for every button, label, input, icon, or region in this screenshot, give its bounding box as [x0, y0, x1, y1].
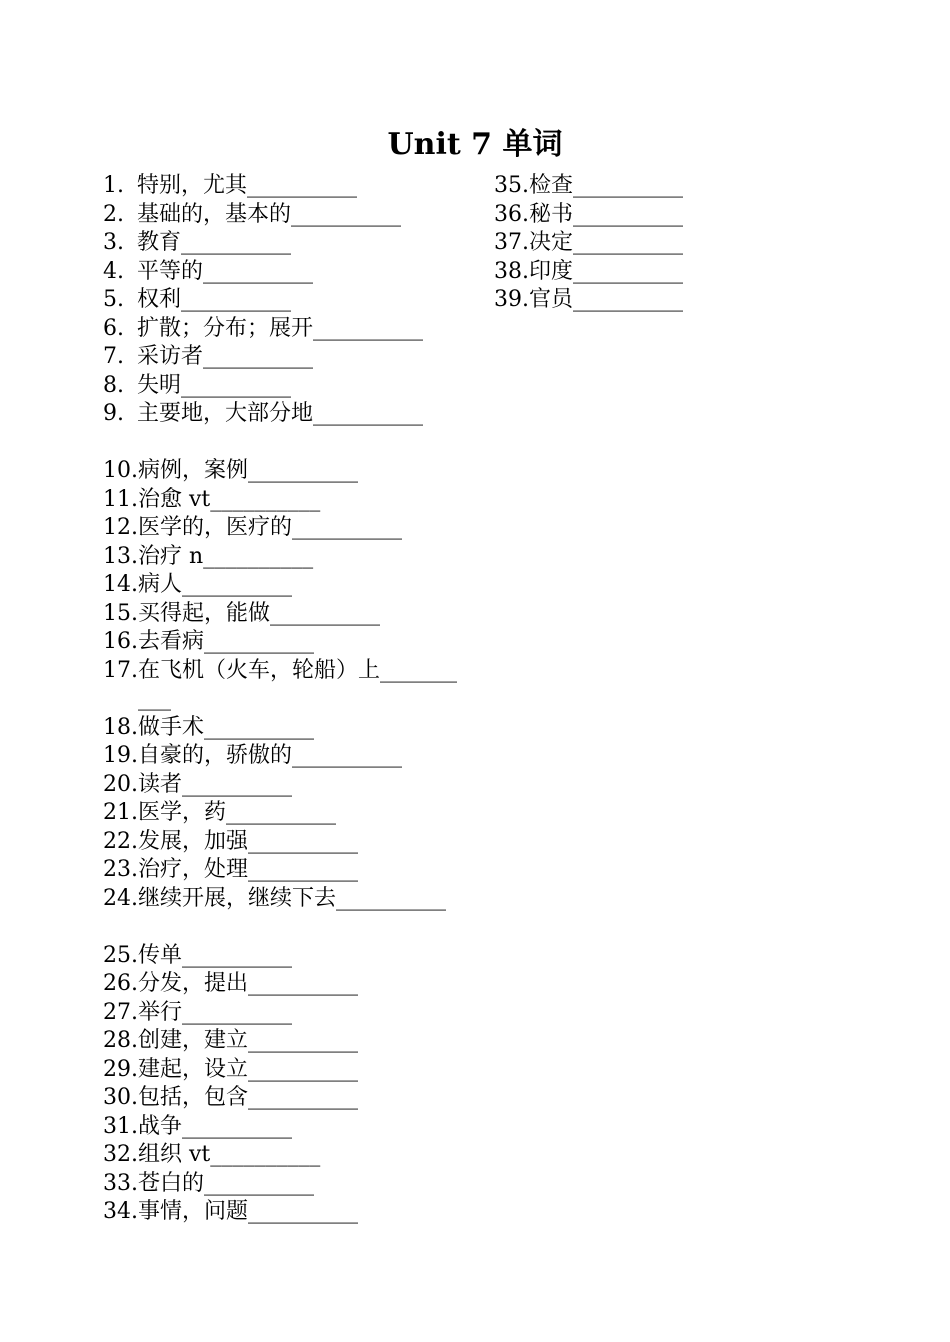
vocab-item	[103, 942, 458, 971]
item-label: 举行	[138, 999, 183, 1025]
item-number: 18.	[103, 714, 138, 740]
right-column	[494, 172, 794, 315]
vocab-item	[103, 1141, 458, 1170]
answer-blank[interactable]: __________	[182, 572, 293, 597]
item-label: 特别，尤其	[137, 173, 248, 198]
item-label: 印度	[529, 258, 574, 284]
answer-blank[interactable]: __________	[573, 287, 684, 312]
item-label: 创建，建立	[138, 1028, 249, 1053]
vocab-item	[103, 486, 458, 515]
item-number: 22.	[103, 828, 138, 854]
vocab-item	[103, 258, 458, 287]
answer-blank[interactable]: __________	[573, 230, 684, 255]
item-number: 20.	[103, 771, 138, 797]
answer-blank[interactable]: __________	[573, 201, 684, 227]
answer-blank[interactable]: __________	[182, 999, 293, 1025]
answer-blank[interactable]: __________	[181, 287, 292, 312]
item-text	[529, 172, 794, 201]
vocab-item	[103, 1198, 458, 1227]
item-number: 4.	[103, 258, 124, 284]
item-number: 31.	[103, 1113, 138, 1139]
answer-blank[interactable]: __________	[203, 543, 314, 569]
item-text	[137, 201, 458, 230]
item-label: 权利	[137, 287, 182, 312]
item-number: 16.	[103, 629, 138, 654]
item-text	[138, 1141, 458, 1170]
vocab-item	[103, 999, 458, 1028]
vocab-item	[494, 286, 794, 315]
answer-blank[interactable]: __________	[210, 1142, 321, 1167]
left-column	[103, 172, 458, 1227]
item-label: 发展，加强	[138, 828, 249, 854]
answer-blank[interactable]: __________	[313, 401, 424, 426]
item-label: 分发，提出	[138, 971, 249, 996]
item-text	[137, 400, 458, 457]
item-text	[138, 1084, 458, 1113]
answer-blank[interactable]: __________	[182, 1113, 293, 1139]
answer-blank[interactable]: __________	[203, 344, 314, 369]
item-text	[138, 942, 458, 971]
vocab-item	[103, 742, 458, 771]
item-number: 17.	[103, 657, 138, 683]
answer-blank[interactable]: __________	[182, 942, 293, 968]
item-number: 1.	[103, 173, 124, 198]
answer-blank[interactable]: __________	[313, 315, 424, 341]
item-text	[138, 970, 458, 999]
item-label: 包括，包含	[138, 1085, 249, 1110]
answer-blank[interactable]: __________	[248, 1028, 359, 1053]
answer-blank[interactable]: __________	[573, 173, 684, 198]
item-number: 5.	[103, 287, 124, 312]
item-label: 治疗，处理	[138, 857, 249, 882]
item-label: 基础的，基本的	[137, 201, 292, 227]
item-label: 医学，药	[138, 800, 227, 825]
answer-blank[interactable]: __________	[138, 657, 458, 711]
item-number: 30.	[103, 1085, 138, 1110]
vocab-item	[494, 258, 794, 287]
item-text	[138, 885, 458, 942]
answer-blank[interactable]: __________	[248, 971, 359, 996]
vocab-item	[103, 828, 458, 857]
item-text	[138, 1113, 458, 1142]
item-label: 主要地，大部分地	[137, 401, 314, 426]
item-text	[138, 657, 458, 714]
vocab-item	[103, 771, 458, 800]
item-text	[138, 514, 458, 543]
vocab-item	[103, 1170, 458, 1199]
item-text	[138, 543, 458, 572]
item-number: 23.	[103, 857, 138, 882]
item-label: 决定	[529, 230, 574, 255]
vocab-item	[103, 172, 458, 201]
vocab-item	[103, 543, 458, 572]
vocab-item	[494, 201, 794, 230]
vocab-item	[103, 457, 458, 486]
item-number: 36.	[494, 201, 529, 227]
item-text	[137, 229, 458, 258]
answer-blank[interactable]: __________	[226, 800, 337, 825]
vocab-item	[103, 1113, 458, 1142]
answer-blank[interactable]: __________	[291, 201, 402, 227]
item-text	[138, 628, 458, 657]
vocab-item	[103, 343, 458, 372]
item-label: 教育	[137, 230, 182, 255]
answer-blank[interactable]: __________	[181, 372, 292, 398]
item-text	[138, 856, 458, 885]
item-label: 去看病	[138, 629, 205, 654]
item-text	[138, 1027, 458, 1056]
item-text	[138, 742, 458, 771]
item-label: 苍白的	[138, 1170, 205, 1196]
item-label: 治愈 vt	[138, 486, 211, 512]
item-label: 平等的	[137, 258, 204, 284]
item-number: 27.	[103, 999, 138, 1025]
vocab-item	[103, 856, 458, 885]
item-number: 39.	[494, 287, 529, 312]
item-label: 采访者	[137, 344, 204, 369]
vocab-item	[103, 970, 458, 999]
item-text	[529, 286, 794, 315]
item-number: 19.	[103, 743, 138, 768]
item-number: 25.	[103, 942, 138, 968]
item-text	[529, 229, 794, 258]
item-number: 37.	[494, 230, 529, 255]
answer-blank[interactable]: __________	[248, 828, 359, 854]
answer-blank[interactable]: __________	[204, 629, 315, 654]
item-number: 14.	[103, 572, 138, 597]
vocab-item	[103, 1084, 458, 1113]
vocab-item	[103, 229, 458, 258]
item-number: 2.	[103, 201, 124, 227]
answer-blank[interactable]: __________	[336, 885, 447, 911]
answer-blank[interactable]: __________	[292, 743, 403, 768]
item-label: 自豪的，骄傲的	[138, 743, 293, 768]
item-text	[138, 771, 458, 800]
item-label: 官员	[529, 287, 574, 312]
item-label: 治疗 n	[138, 543, 204, 569]
item-text	[137, 372, 458, 401]
item-number: 10.	[103, 458, 138, 483]
answer-blank[interactable]: __________	[204, 714, 315, 740]
item-number: 9.	[103, 401, 124, 426]
item-text	[138, 571, 458, 600]
vocab-item	[103, 201, 458, 230]
item-number: 35.	[494, 173, 529, 198]
answer-blank[interactable]: __________	[248, 857, 359, 882]
item-label: 医学的，医疗的	[138, 515, 293, 540]
item-label: 病例，案例	[138, 458, 249, 483]
item-number: 38.	[494, 258, 529, 284]
vocab-item	[103, 400, 458, 457]
item-number: 6.	[103, 315, 124, 341]
item-number: 24.	[103, 885, 138, 911]
item-label: 秘书	[529, 201, 574, 227]
item-label: 传单	[138, 942, 183, 968]
vocab-item	[103, 600, 458, 629]
item-label: 检查	[529, 173, 574, 198]
item-number: 28.	[103, 1028, 138, 1053]
vocab-item	[103, 514, 458, 543]
vocab-item	[103, 657, 458, 714]
item-number: 15.	[103, 600, 138, 626]
item-number: 34.	[103, 1199, 138, 1224]
answer-blank[interactable]: __________	[203, 258, 314, 284]
vocab-item	[103, 799, 458, 828]
item-text	[138, 1170, 458, 1199]
vocab-item	[103, 628, 458, 657]
item-text	[138, 600, 458, 629]
vocab-item	[494, 229, 794, 258]
item-label: 扩散；分布；展开	[137, 315, 314, 341]
item-label: 病人	[138, 572, 183, 597]
item-text	[138, 1198, 458, 1227]
item-number: 29.	[103, 1056, 138, 1082]
item-number: 12.	[103, 515, 138, 540]
item-number: 26.	[103, 971, 138, 996]
answer-blank[interactable]: __________	[248, 1085, 359, 1110]
item-text	[529, 258, 794, 287]
answer-blank[interactable]: __________	[270, 600, 381, 626]
item-number: 3.	[103, 230, 124, 255]
item-number: 21.	[103, 800, 138, 825]
item-text	[138, 714, 458, 743]
page-title: Unit 7 单词	[387, 127, 563, 162]
item-label: 做手术	[138, 714, 205, 740]
item-text	[138, 1056, 458, 1085]
vocab-item	[494, 172, 794, 201]
item-text	[138, 828, 458, 857]
vocab-item	[103, 571, 458, 600]
item-text	[138, 486, 458, 515]
vocab-item	[103, 714, 458, 743]
answer-blank[interactable]: __________	[182, 771, 293, 797]
item-text	[137, 315, 458, 344]
vocab-item	[103, 885, 458, 942]
vocab-item	[103, 286, 458, 315]
answer-blank[interactable]: __________	[248, 1199, 359, 1224]
answer-blank[interactable]: __________	[204, 1170, 315, 1196]
item-text	[137, 343, 458, 372]
item-number: 8.	[103, 372, 124, 398]
item-text	[137, 172, 458, 201]
item-text	[137, 258, 458, 287]
item-number: 7.	[103, 344, 124, 369]
item-label: 读者	[138, 771, 183, 797]
answer-blank[interactable]: __________	[573, 258, 684, 284]
item-label: 战争	[138, 1113, 183, 1139]
item-label: 买得起，能做	[138, 600, 271, 626]
answer-blank[interactable]: __________	[181, 230, 292, 255]
item-label: 建起，设立	[138, 1056, 249, 1082]
item-number: 11.	[103, 486, 138, 512]
item-number: 13.	[103, 543, 138, 569]
item-label: 事情，问题	[138, 1199, 249, 1224]
item-text	[138, 457, 458, 486]
item-label: 在飞机（火车，轮船）上	[138, 657, 381, 683]
answer-blank[interactable]: __________	[248, 1056, 359, 1082]
item-text	[529, 201, 794, 230]
answer-blank[interactable]: __________	[247, 173, 358, 198]
item-label: 继续开展，继续下去	[138, 885, 337, 911]
vocab-item	[103, 1056, 458, 1085]
item-text	[138, 999, 458, 1028]
item-number: 33.	[103, 1170, 138, 1196]
vocab-item	[103, 372, 458, 401]
item-text	[138, 799, 458, 828]
item-text	[137, 286, 458, 315]
vocab-item	[103, 1027, 458, 1056]
answer-blank[interactable]: __________	[292, 515, 403, 540]
vocab-item	[103, 315, 458, 344]
answer-blank[interactable]: __________	[210, 486, 321, 512]
item-number: 32.	[103, 1142, 138, 1167]
item-label: 组织 vt	[138, 1142, 211, 1167]
answer-blank[interactable]: __________	[248, 458, 359, 483]
item-label: 失明	[137, 372, 182, 398]
